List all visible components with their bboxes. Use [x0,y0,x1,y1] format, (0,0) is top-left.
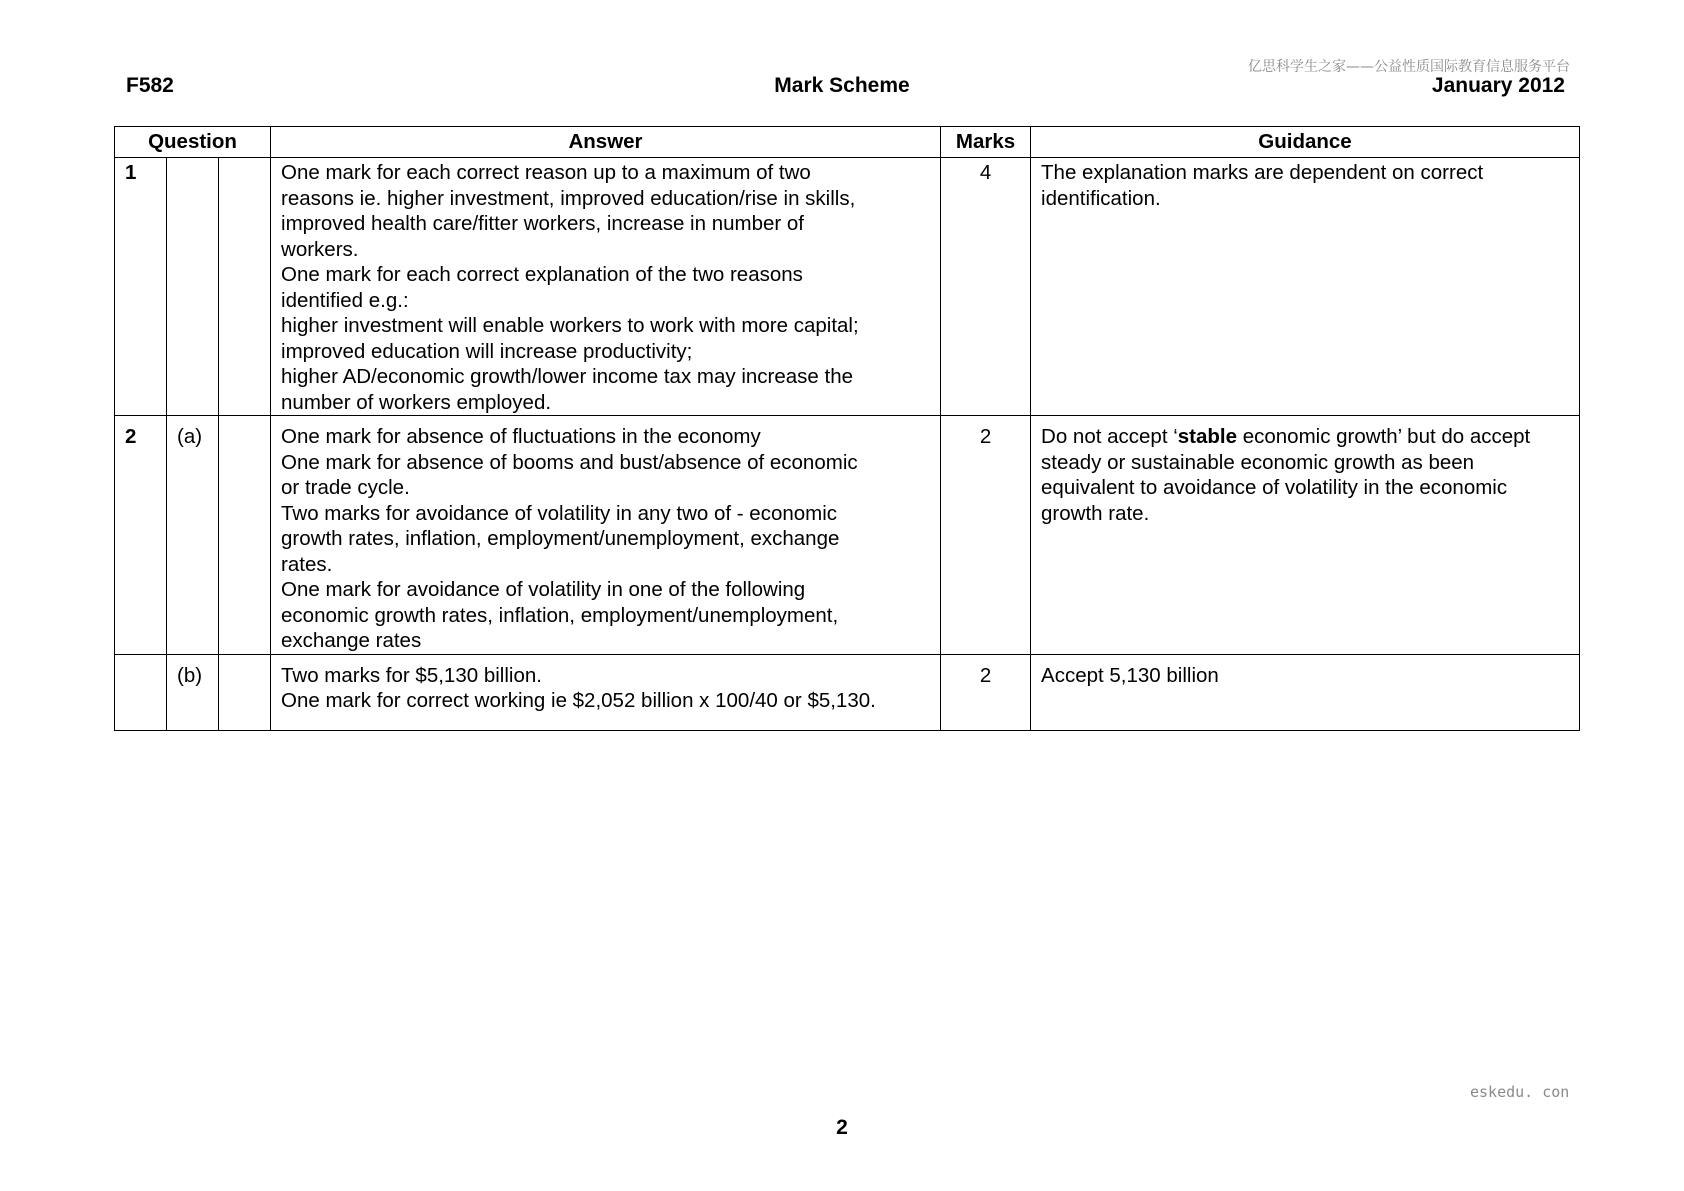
answer-line: identified e.g.: [281,288,409,312]
answer-line: Two marks for $5,130 billion. [281,663,542,687]
header-guidance: Guidance [1031,127,1580,158]
watermark-top: 亿思科学生之家——公益性质国际教育信息服务平台 [1248,59,1570,75]
guidance-cell [1031,416,1580,655]
answer-line: One mark for each correct reason up to a maximum of two [281,161,811,184]
mark-scheme-table [114,126,1580,731]
question-subpart [219,158,271,416]
guidance-text-post: economic growth’ but do accept steady or sustainable economic growth as been equivalent to avoidance of volatility in the economic growth rate. [1041,425,1531,525]
marks-cell: 2 [941,416,1031,655]
answer-line: One mark for absence of booms and bust/absence of economic [281,450,858,474]
table-row [115,416,1580,655]
answer-line: higher AD/economic growth/lower income tax may increase the [281,365,854,388]
question-subpart [219,416,271,655]
table-row [115,158,1580,416]
answer-line: improved health care/fitter workers, increase in number of [281,212,804,235]
answer-line: number of workers employed. [281,390,552,414]
answer-line: higher investment will enable workers to work with more capital; [281,314,859,337]
answer-cell [271,416,941,655]
answer-line: or trade cycle. [281,476,410,499]
table-header-row [115,127,1580,158]
question-number: 2 [115,416,167,655]
answer-line: growth rates, inflation, employment/unemployment, exchange [281,527,840,550]
answer-line: rates. [281,552,333,576]
answer-line: One mark for each correct explanation of the two reasons [281,263,803,286]
table-row [115,654,1580,730]
page-title: Mark Scheme [774,74,910,97]
marks-cell: 2 [941,654,1031,730]
answer-cell [271,654,941,730]
question-part [167,158,219,416]
question-part: (b) [167,654,219,730]
paper-code: F582 [126,74,174,97]
question-number: 1 [115,158,167,416]
page-number: 2 [836,1116,848,1139]
marks-cell: 4 [941,158,1031,416]
answer-line: workers. [281,237,359,261]
answer-line: improved education will increase productivity; [281,339,693,363]
guidance-text-pre: Do not accept ‘ [1041,425,1178,448]
answer-line: One mark for avoidance of volatility in one of the following [281,578,806,601]
watermark-bottom: eskedu. con [1470,1083,1570,1101]
question-part: (a) [167,416,219,655]
answer-line: exchange rates [281,629,422,652]
answer-line: Two marks for avoidance of volatility in any two of - economic [281,501,838,525]
header-question: Question [115,127,271,158]
question-subpart [219,654,271,730]
answer-cell [271,158,941,416]
answer-line: One mark for correct working ie $2,052 billion x 100/40 or $5,130. [281,689,876,712]
guidance-cell: The explanation marks are dependent on correct identification. [1031,158,1580,416]
question-number [115,654,167,730]
header-marks: Marks [941,127,1031,158]
answer-line: economic growth rates, inflation, employment/unemployment, [281,603,839,627]
guidance-text-bold: stable [1177,425,1238,448]
answer-line: One mark for absence of fluctuations in the economy [281,425,761,448]
exam-date: January 2012 [1431,74,1565,97]
answer-line: reasons ie. higher investment, improved education/rise in skills, [281,186,856,210]
header-answer: Answer [271,127,941,158]
guidance-cell: Accept 5,130 billion [1031,654,1580,730]
